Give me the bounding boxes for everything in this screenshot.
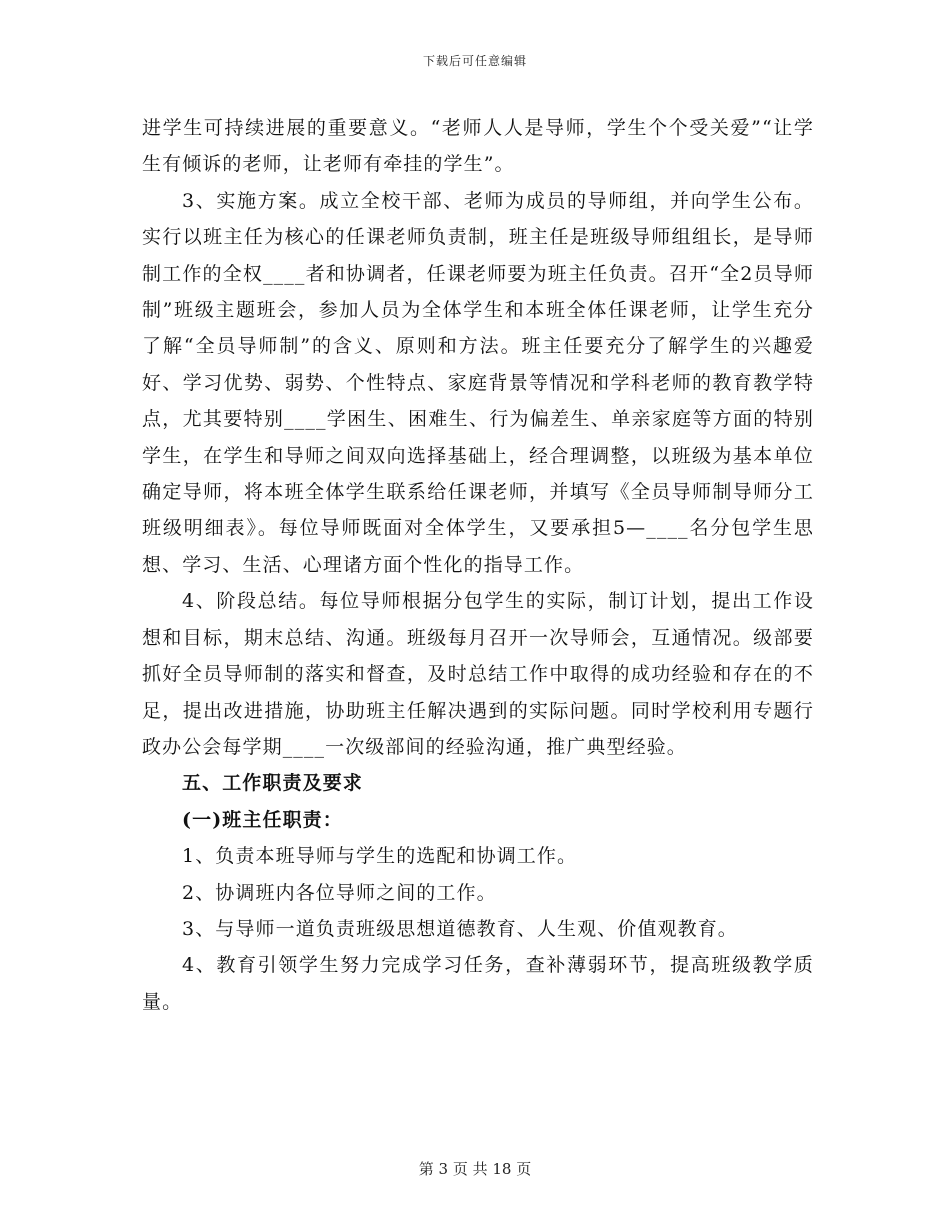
duty-item-4: 4、教育引领学生努力完成学习任务，查补薄弱环节，提高班级教学质量。 [142,954,814,1013]
paragraph-implementation-plan: 3、实施方案。成立全校干部、老师为成员的导师组，并向学生公布。实行以班主任为核心的任课老师负责制，班主任是班级导师组组长，是导师制工作的全权____者和协调者，任课老师要为班主任负责。召开“全2员导师制”班级主题班会，参加人员为全体学生和本班全体任课老师，让学生充分了解“全员导师制”的含义、原则和方法。班主任要充分了解学生的兴趣爱好、学习优势、弱势、个性特点、家庭背景等情况和学科老师的教育教学特点，尤其要特别____学困生、困难生、行为偏差生、单亲家庭等方面的特别学生，在学生和导师之间双向选择基础上，经合理调整，以班级为基本单位确定导师，将本班全体学生联系给任课老师，并填写《全员导师制导师分工班级明细表》。每位导师既面对全体学生，又要承担5—____名分包学生思想、学习、生活、心理诸方面个性化的指导工作。 [142,189,814,576]
paragraph-stage-summary: 4、阶段总结。每位导师根据分包学生的实际，制订计划，提出工作设想和目标，期末总结、沟通。班级每月召开一次导师会，互通情况。级部要抓好全员导师制的落实和督查，及时总结工作中取得的成功经验和存在的不足，提出改进措施，协助班主任解决遇到的实际问题。同时学校利用专题行政办公会每学期____一次级部间的经验沟通，推广典型经验。 [142,590,814,758]
duty-item-2: 2、协调班内各位导师之间的工作。 [182,881,497,904]
document-body [142,110,814,1020]
paragraph-continuation: 进学生可持续进展的重要意义。“老师人人是导师，学生个个受关爱”“让学生有倾诉的老师，让老师有牵挂的学生”。 [142,117,814,176]
page-header: 下载后可任意编辑 [422,54,527,68]
duty-item-3: 3、与导师一道负责班级思想道德教育、人生观、价值观教育。 [182,917,738,940]
page-number-footer: 第 3 页 共 18 页 [418,1160,532,1178]
duty-item-1: 1、负责本班导师与学生的选配和协调工作。 [182,845,578,868]
sub-heading: (一)班主任职责： [182,808,343,831]
section-heading: 五、工作职责及要求 [182,772,363,795]
